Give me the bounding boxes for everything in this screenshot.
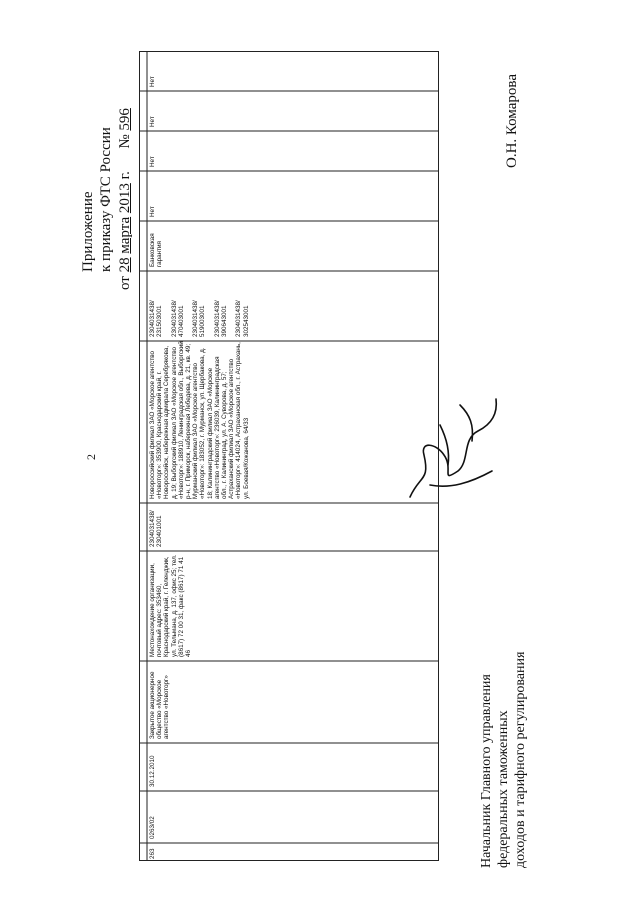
signatory-title: [478, 652, 529, 868]
order-month: марта: [117, 216, 133, 254]
cell-inn-kpp: 2304031438/ 230401001: [149, 510, 164, 547]
signatory-name: О.Н. Комарова: [504, 74, 520, 168]
order-header-line2: к приказу ФТС России: [98, 127, 114, 272]
cell-row-number: 263: [149, 848, 156, 859]
number-prefix: №: [117, 134, 133, 149]
page-number: 2: [84, 454, 98, 460]
order-day: 28: [117, 257, 133, 273]
cell-col12: Нет: [149, 116, 156, 127]
order-header-date: [117, 108, 134, 290]
date-prefix: от: [117, 276, 133, 290]
cell-code: 0263/02: [149, 816, 156, 839]
cell-col13: Нет: [149, 76, 156, 87]
cell-col11: Нет: [149, 156, 156, 167]
signatory-title-line2: федеральных таможенных: [496, 710, 511, 868]
order-header-line1: Приложение: [80, 191, 96, 272]
cell-address: Местонахождение организации, почтовый адрес: 353460, Краснодарский край, г. Геленджик, ул. Тельмана, д. 137, офис 25; тел. (8617) 72 00 31, факс (8617) 71 41 46: [149, 554, 193, 657]
cell-branches: Новороссийский филиал ЗАО «Морское агентство «Новоторг»: 353900, Краснодарский край, г. Новороссийск, набережная адмирала Серебрякова, д. 19; Выборгский филиал ЗАО «Морское агентство «Новоторг»: 188910, Ленинградская обл., Выборгский р-н, г. Приморск, набережная Лебедева, д. 21, кв. 49; Мурманский филиал ЗАО «Морское агентство «Новоторг»: 183052, г. Мурманск, ул. Щербакова, д. 18; Калининградский филиал ЗАО «Морское агентство «Новоторг»: 236039, Калининградская обл., г. Калининград, ул. А. Суворова, д. 57; Астраханский филиал ЗАО «Морское агентство «Новоторг»: 414024, Астраханская обл., г. Астрахань, ул. Боевая/Кожанова, 64/33: [149, 341, 250, 499]
order-year: 2013: [117, 183, 133, 214]
signatory-title-line3: доходов и тарифного регулирования: [513, 651, 528, 868]
signatory-title-line1: Начальник Главного управления: [479, 674, 494, 868]
year-suffix: г.: [117, 171, 133, 180]
cell-date: 30.12.2010: [149, 755, 156, 787]
order-number: 596: [117, 108, 133, 131]
cell-branch-kpp: 2304031438/ 231503001 2304031438/ 470403001 2304031438/ 519003001 2304031438/ 390643001 2304031438/ 302543001: [149, 300, 250, 337]
cell-col10: Нет: [149, 206, 156, 217]
registry-table: [139, 51, 439, 861]
handwritten-signature: [400, 385, 510, 505]
cell-security: Банковская гарантия: [149, 233, 164, 267]
cell-org-name: Закрытое акционерное общество «Морское агентство «Новоторг»: [149, 671, 171, 739]
